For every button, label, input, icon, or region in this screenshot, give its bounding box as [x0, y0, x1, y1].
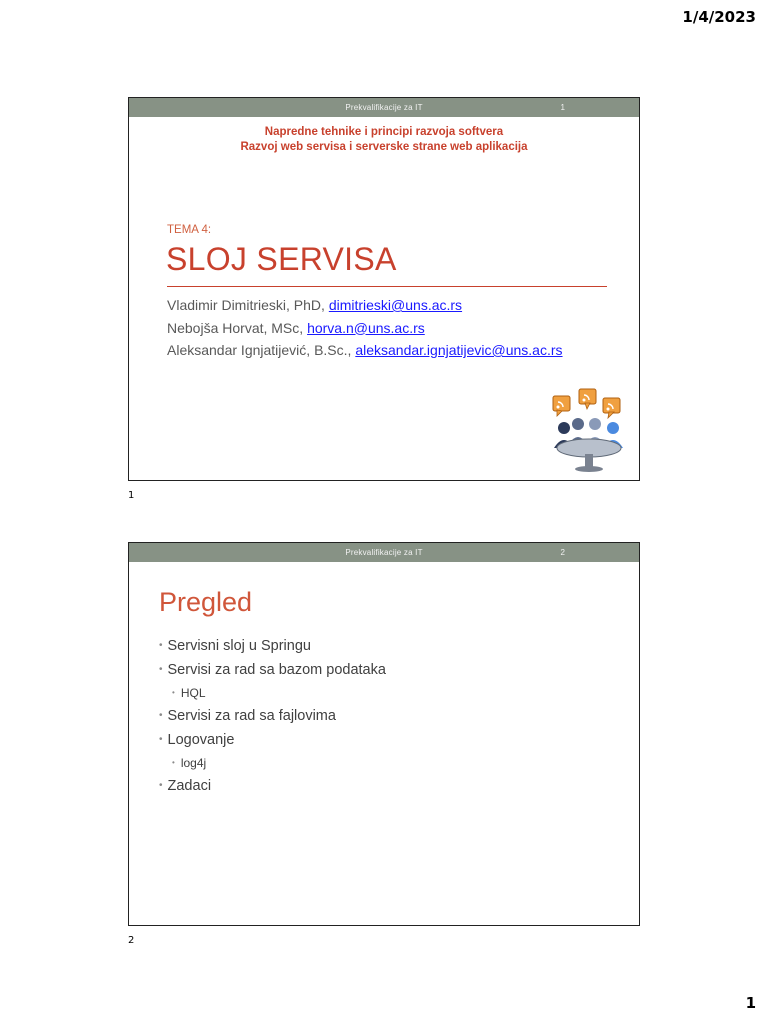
author-name: Vladimir Dimitrieski, PhD, [167, 297, 329, 313]
list-item: • Servisi za rad sa bazom podataka [159, 662, 386, 678]
list-item: • Servisni sloj u Springu [159, 638, 311, 654]
course-title-line-2: Razvoj web servisa i serverske strane web aplikacija [240, 141, 528, 153]
bullet-list [159, 635, 386, 799]
list-subitem: • HQL [172, 686, 206, 700]
list-subitem: • log4j [172, 756, 207, 770]
list-item: • Logovanje [159, 732, 235, 748]
title-divider [167, 286, 607, 287]
slide-header-number: 2 [560, 548, 565, 557]
author-email-link[interactable]: aleksandar.ignjatijevic@uns.ac.rs [355, 342, 563, 358]
author-name: Nebojša Horvat, MSc, [167, 319, 308, 336]
slide-header [129, 543, 639, 562]
slide-header-title: Prekvalifikacije za IT [345, 103, 423, 112]
slide-label: 1 [128, 490, 135, 501]
people-around-table-with-rss-bubbles-icon [549, 388, 629, 474]
slide-header-number: 1 [560, 103, 565, 112]
author-line [167, 294, 563, 317]
slide-header [129, 98, 639, 117]
topic-label: TEMA 4: [167, 224, 212, 236]
author-line [167, 317, 563, 340]
author-line [167, 339, 563, 362]
page-date: 1/4/2023 [682, 8, 756, 26]
slide-1 [128, 97, 640, 481]
slide-label: 2 [128, 935, 135, 946]
author-email-link[interactable]: horva.n@uns.ac.rs [307, 319, 425, 336]
course-title [129, 125, 639, 155]
authors-list [167, 294, 563, 362]
slide-title: Pregled [159, 587, 253, 617]
page-number: 1 [745, 994, 756, 1012]
course-title-line-1: Napredne tehnike i principi razvoja softvera [264, 126, 504, 138]
list-item: • Zadaci [159, 778, 212, 794]
slide-2 [128, 542, 640, 926]
slide-title: SLOJ SERVISA [166, 241, 397, 277]
author-email-link[interactable]: dimitrieski@uns.ac.rs [328, 297, 463, 313]
author-name: Aleksandar Ignjatijević, B.Sc., [167, 342, 356, 358]
slide-header-title: Prekvalifikacije za IT [345, 548, 423, 557]
list-item: • Servisi za rad sa fajlovima [159, 708, 336, 724]
